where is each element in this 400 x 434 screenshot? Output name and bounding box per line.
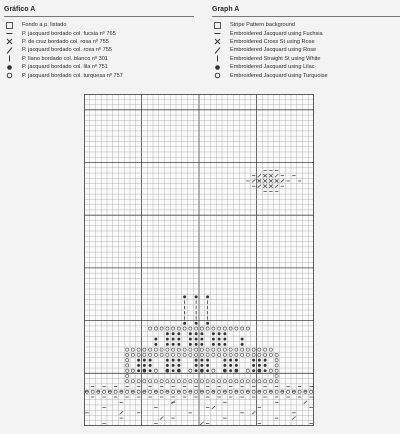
legend-english	[212, 6, 400, 80]
stitch-dot	[166, 343, 169, 346]
ring-icon	[4, 72, 14, 79]
bar-icon	[212, 55, 222, 62]
stitch-dot	[206, 369, 209, 372]
stitch-dot	[200, 364, 203, 367]
legend-item-label: Stripe Pattern background	[230, 22, 295, 29]
stitch-dot	[137, 364, 140, 367]
stitch-dot	[195, 364, 198, 367]
stitch-dot	[166, 332, 169, 335]
stitch-dot	[223, 338, 226, 341]
legend-item	[4, 71, 194, 79]
stitch-dot	[206, 364, 209, 367]
legend-item	[212, 38, 400, 46]
stitch-dot	[166, 359, 169, 362]
stitch-dot	[212, 338, 215, 341]
knitting-chart	[84, 94, 314, 431]
stitch-dot	[229, 369, 232, 372]
legend-item-label: P. llano bordado col. blanco nº 301	[22, 55, 108, 62]
stitch-dot	[200, 332, 203, 335]
stitch-dot	[172, 369, 175, 372]
stitch-dot	[137, 369, 140, 372]
stitch-dot	[212, 332, 215, 335]
stitch-dot	[206, 295, 209, 298]
chart-grid	[84, 94, 314, 426]
stitch-dot	[218, 332, 221, 335]
stitch-dot	[172, 364, 175, 367]
legend-item-label: Fondo a p. listado	[22, 22, 67, 29]
stitch-dot	[258, 359, 261, 362]
stitch-dot	[218, 338, 221, 341]
legend-item	[212, 21, 400, 29]
square-icon	[4, 22, 14, 29]
stitch-dot	[149, 364, 152, 367]
stitch-dot	[137, 359, 140, 362]
stitch-dot	[189, 343, 192, 346]
stitch-dot	[223, 359, 226, 362]
stitch-dot	[212, 343, 215, 346]
legend-item	[212, 71, 400, 79]
legend-item	[212, 55, 400, 63]
legend-item	[4, 63, 194, 71]
stitch-dot	[183, 295, 186, 298]
dot-icon	[212, 64, 222, 71]
stitch-dot	[166, 338, 169, 341]
stitch-dot	[177, 343, 180, 346]
legend-item-label: Embroidered Jacquard using Fuchsia	[230, 30, 323, 37]
stitch-dot	[264, 364, 267, 367]
legend-item	[212, 29, 400, 37]
slash-icon	[4, 47, 14, 54]
stitch-dot	[252, 369, 255, 372]
legend-item	[4, 29, 194, 37]
stitch-dot	[206, 322, 209, 325]
legend-item-label: Embroidered Cross St using Rose	[230, 38, 315, 45]
stitch-dot	[206, 359, 209, 362]
legend-list-english	[212, 21, 400, 80]
stitch-dot	[195, 332, 198, 335]
stitch-dot	[258, 364, 261, 367]
stitch-dot	[154, 338, 157, 341]
stitch-dot	[143, 359, 146, 362]
stitch-dot	[143, 364, 146, 367]
stitch-dot	[195, 295, 198, 298]
stitch-dot	[252, 359, 255, 362]
legend-item-label: P. jacquard bordado col. lila nº 751	[22, 64, 108, 71]
square-icon	[212, 22, 222, 29]
legend-item	[4, 38, 194, 46]
legend-item-label: P. jacquard bordado col. fucsia nº 765	[22, 30, 116, 37]
legend-item	[4, 55, 194, 63]
ring-icon	[212, 72, 222, 79]
stitch-dot	[166, 364, 169, 367]
stitch-dot	[177, 332, 180, 335]
stitch-dot	[177, 364, 180, 367]
stitch-dot	[172, 338, 175, 341]
stitch-dot	[189, 338, 192, 341]
stitch-dot	[229, 359, 232, 362]
legend-item-label: Embroidered Jacquard using Rose	[230, 47, 317, 54]
legend-item	[212, 63, 400, 71]
stitch-dot	[149, 369, 152, 372]
legend-item-label: Embroidered Jacquard using Lilac	[230, 64, 315, 71]
stitch-dot	[189, 332, 192, 335]
stitch-dot	[223, 364, 226, 367]
legend-item-label: Embroidered Straight St using White	[230, 55, 321, 62]
stitch-dot	[195, 322, 198, 325]
stitch-dot	[172, 343, 175, 346]
legend-title-english: Graph A	[212, 6, 400, 17]
stitch-dot	[264, 369, 267, 372]
stitch-dot	[195, 359, 198, 362]
stitch-dot	[195, 338, 198, 341]
chart-gridlines	[84, 94, 314, 426]
cross-icon	[212, 38, 222, 45]
stitch-dot	[229, 364, 232, 367]
legend-title-spanish: Gráfico A	[4, 6, 194, 17]
stitch-dot	[241, 343, 244, 346]
legend-item	[4, 46, 194, 54]
stitch-dot	[241, 338, 244, 341]
stitch-dot	[195, 343, 198, 346]
stitch-dot	[200, 338, 203, 341]
legend-item	[212, 46, 400, 54]
stitch-dot	[183, 322, 186, 325]
stitch-dot	[218, 343, 221, 346]
cross-icon	[4, 38, 14, 45]
stitch-dot	[200, 343, 203, 346]
dash-icon	[4, 30, 14, 37]
stitch-dot	[223, 332, 226, 335]
legend-item-label: P. jacquard bordado col. turquesa nº 757	[22, 72, 123, 79]
stitch-dot	[177, 359, 180, 362]
legend-item	[4, 21, 194, 29]
legend-item-label: P. de cruz bordado col. rosa nº 755	[22, 38, 109, 45]
stitch-dot	[252, 364, 255, 367]
stitch-dot	[223, 343, 226, 346]
stitch-dot	[154, 343, 157, 346]
legend-item-label: P. jacquard bordado col. rosa nº 755	[22, 47, 112, 54]
stitch-dot	[172, 332, 175, 335]
stitch-dot	[149, 359, 152, 362]
stitch-dot	[264, 359, 267, 362]
slash-icon	[212, 47, 222, 54]
stitch-dot	[235, 359, 238, 362]
dot-icon	[4, 64, 14, 71]
legend-spanish	[4, 6, 194, 80]
legend-item-label: Embroidered Jacquard using Turquoise	[230, 72, 328, 79]
stitch-dot	[235, 364, 238, 367]
stitch-dot	[172, 359, 175, 362]
stitch-dot	[177, 338, 180, 341]
stitch-dot	[195, 369, 198, 372]
dash-icon	[212, 30, 222, 37]
legend-list-spanish	[4, 21, 194, 80]
stitch-dot	[200, 359, 203, 362]
bar-icon	[4, 55, 14, 62]
